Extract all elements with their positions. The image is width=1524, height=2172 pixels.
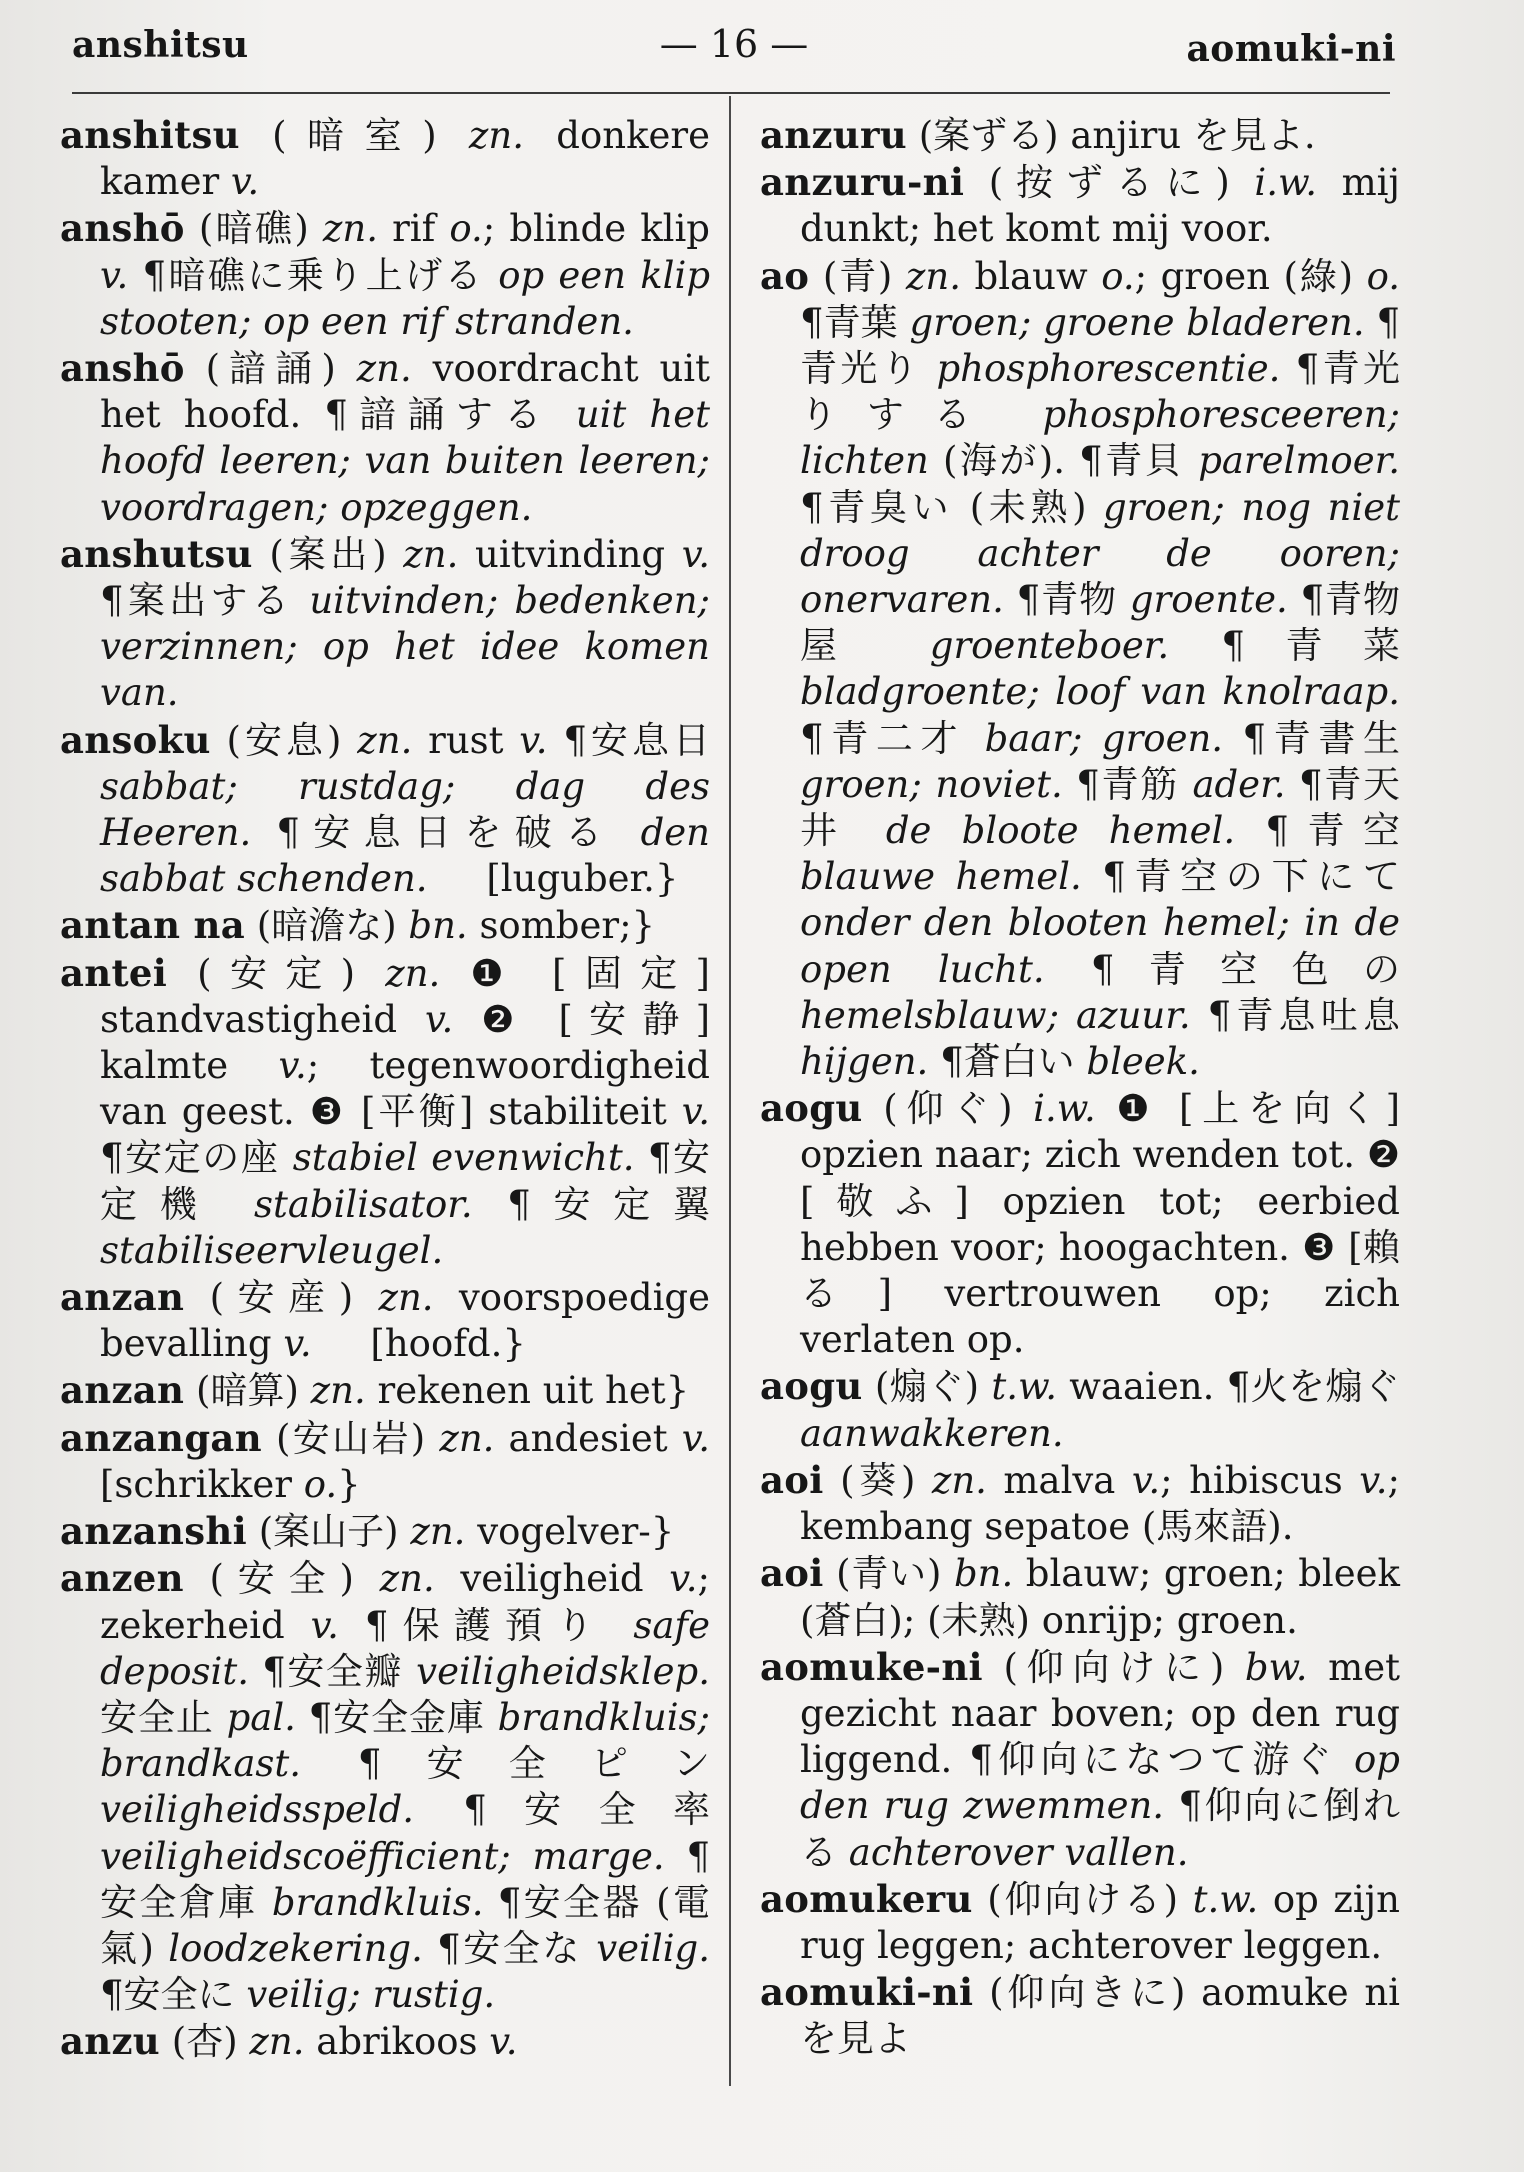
entry-text: (案出) xyxy=(252,532,404,576)
entry-text: (按ずるに) xyxy=(964,161,1255,205)
italic-text: safe deposit. xyxy=(100,1603,710,1693)
italic-text: zn. xyxy=(905,254,961,298)
entry-text: vogelver-} xyxy=(465,1510,675,1554)
entry-text: (暗礁) xyxy=(184,207,323,251)
dictionary-entry xyxy=(60,531,722,717)
headword: anzangan xyxy=(60,1415,262,1460)
entry-text: [schrikker xyxy=(100,1416,769,1506)
dictionary-entry xyxy=(60,1415,769,1508)
dictionary-entry xyxy=(60,205,722,345)
dictionary-entry xyxy=(60,1508,710,1555)
entry-text: ¶蒼白い xyxy=(928,1040,1087,1084)
entry-text: ❶ [固定] standvastigheid xyxy=(100,951,722,1041)
dictionary-entry xyxy=(760,112,1400,159)
dictionary-entry xyxy=(760,1644,1412,1876)
entry-text: veiligheid xyxy=(434,1557,670,1601)
entry-text: voordracht uit het hoofd. ¶諳誦する xyxy=(100,347,722,437)
italic-text: op den rug zwemmen. xyxy=(800,1738,1400,1828)
italic-text: v. xyxy=(1359,1458,1388,1502)
entry-text: ¶青光りする xyxy=(800,347,1400,437)
entry-text: ¶安息日 xyxy=(547,718,722,762)
dictionary-entry xyxy=(60,717,722,903)
entry-text: ¶暗礁に乗り上げる xyxy=(128,253,499,297)
dictionary-entry xyxy=(60,345,722,531)
italic-text: v. xyxy=(489,2020,518,2064)
headword: aomuke-ni xyxy=(760,1644,983,1689)
entry-text: op zijn rug leggen; achterover leggen. xyxy=(800,1877,1412,1967)
entry-text: ¶青菜 xyxy=(1169,624,1412,668)
italic-text: sabbat; rustdag; dag des Heeren. xyxy=(100,764,710,855)
italic-text: t.w. xyxy=(991,1365,1058,1409)
dictionary-entry xyxy=(760,159,1412,252)
italic-text: hijgen. xyxy=(800,1040,929,1084)
italic-text: i.w. xyxy=(1254,161,1318,205)
entry-text: (安息) xyxy=(210,718,358,762)
italic-text: v. xyxy=(230,160,260,204)
italic-text: stabiel evenwicht. xyxy=(292,1136,635,1180)
italic-text: zn. xyxy=(403,532,459,576)
entry-text: 安全止 xyxy=(100,1649,722,1739)
entry-text: (安産) xyxy=(184,1276,379,1320)
italic-text: o. xyxy=(303,1462,338,1506)
italic-text: stabilisator. xyxy=(254,1182,473,1226)
headword: anshutsu xyxy=(60,531,253,576)
italic-text: pal. xyxy=(226,1695,296,1739)
entry-text: ¶青空の下にて xyxy=(1081,855,1412,899)
italic-text: o. xyxy=(449,207,483,251)
entry-text: (仰ぐ) xyxy=(862,1087,1034,1131)
italic-text: bw. xyxy=(1244,1645,1308,1689)
entry-text: ¶安全倉庫 xyxy=(100,1834,710,1924)
entry-text: (青い) xyxy=(823,1552,954,1596)
italic-text: zn. xyxy=(310,1369,366,1413)
italic-text: o. xyxy=(1366,254,1400,298)
dictionary-entry xyxy=(760,1876,1412,1969)
italic-text: phosphoresceeren; lichten xyxy=(800,393,1400,483)
entry-text: (安山岩) xyxy=(261,1416,440,1460)
entry-text: (暗室) xyxy=(239,114,469,157)
dictionary-entry xyxy=(760,1363,1412,1456)
italic-text: op een klip stooten; op een rif stranden. xyxy=(100,253,710,343)
italic-text: v. xyxy=(424,997,454,1041)
entry-text: ¶安定の座 xyxy=(100,1090,722,1180)
entry-text: ¶青息吐息 xyxy=(1190,993,1412,1037)
italic-text: achterover vallen. xyxy=(848,1830,1189,1874)
italic-text: groen; noviet. xyxy=(800,762,1063,806)
headword: anshitsu xyxy=(60,113,240,157)
dictionary-entry xyxy=(760,1969,1412,2062)
italic-text: bn. xyxy=(408,904,468,948)
entry-text: (暗算) xyxy=(184,1369,311,1413)
dictionary-entry xyxy=(60,1274,722,1367)
entry-text: (青) xyxy=(809,254,906,298)
headword: aogu xyxy=(760,1086,863,1131)
italic-text: zn. xyxy=(357,718,413,762)
page-number: — 16 — xyxy=(659,22,809,66)
italic-text: uitvinden; bedenken; verzinnen; op het idee komen van. xyxy=(100,579,710,715)
entry-text: ¶青葉 xyxy=(800,254,1412,344)
entry-text: ; zekerheid xyxy=(100,1557,722,1647)
entry-text: (海が). ¶青貝 xyxy=(928,439,1199,483)
entry-text: somber;} xyxy=(467,904,656,948)
italic-text: veiligheidsspeld. xyxy=(100,1788,415,1832)
italic-text: zn. xyxy=(322,207,378,251)
italic-text: bladgroente; loof van knolraap. xyxy=(800,670,1400,714)
entry-text: (杏) xyxy=(160,2020,250,2064)
entry-text: ¶安全に xyxy=(100,1926,722,2017)
headword: antei xyxy=(60,950,168,995)
italic-text: v. xyxy=(278,1044,307,1088)
italic-text: de bloote hemel. xyxy=(885,809,1236,853)
italic-text: groen; nog niet droog achter de ooren; onervaren. xyxy=(800,485,1400,622)
entry-text: (案山子) xyxy=(246,1510,411,1554)
entry-text: abrikoos xyxy=(304,2020,490,2064)
italic-text: brandkluis. xyxy=(271,1880,484,1924)
entry-text: } xyxy=(337,1462,361,1506)
entry-text: (諳誦) xyxy=(184,347,357,391)
entry-text: ¶安全器 (電氣) xyxy=(100,1880,710,1970)
entry-text: ❶ [上を向く] opzien naar; zich wenden tot. ❷ [敬ふ] opzien tot; eerbied hebben voor; hoogachten. ❸ [賴る] vertrouwen op; zich verlaten op. xyxy=(800,1087,1412,1362)
entry-text: (仰向ける) xyxy=(972,1877,1193,1921)
italic-text: zn. xyxy=(385,951,441,995)
entry-text: ¶青空 xyxy=(1235,809,1412,853)
entry-text: ; groen (綠) xyxy=(1134,254,1367,298)
page-header xyxy=(72,18,1396,90)
italic-text: loodzekering. xyxy=(168,1926,423,1970)
italic-text: zn. xyxy=(410,1510,466,1554)
headword: anzuru-ni xyxy=(760,160,965,205)
italic-text: zn. xyxy=(378,1276,434,1320)
headword: aomuki-ni xyxy=(760,1970,974,2015)
italic-text: zn. xyxy=(249,2020,305,2064)
dictionary-entry xyxy=(760,253,1412,1086)
dictionary-entry xyxy=(60,2018,710,2065)
entry-text: ¶安息日を破る xyxy=(251,811,641,855)
dictionary-entry xyxy=(760,1550,1412,1643)
headword: anzuru xyxy=(760,113,907,157)
entry-text: (葵) xyxy=(823,1458,932,1502)
entry-text: [hoofd.} xyxy=(311,1322,526,1366)
headword: aoi xyxy=(760,1551,824,1596)
dictionary-entry xyxy=(60,112,722,205)
italic-text: v. xyxy=(100,253,129,297)
entry-text: blauw; groen; bleek (蒼白); (未熟) onrijp; groen. xyxy=(800,1552,1412,1642)
dictionary-entry xyxy=(760,1085,1412,1363)
entry-text: ¶仰向に倒れる xyxy=(800,1784,1400,1874)
entry-text: ¶安全ピン xyxy=(301,1742,722,1786)
italic-text: veilig. xyxy=(596,1926,710,1970)
headword: aogu xyxy=(760,1364,863,1409)
entry-text: (仰向きに) aomuke ni を見よ xyxy=(800,1971,1412,2061)
italic-text: parelmoer. xyxy=(1198,439,1400,483)
entry-text: ; tegenwoordigheid van geest. ❸ [平衡] stabiliteit xyxy=(100,1044,722,1134)
entry-text: (安全) xyxy=(183,1557,380,1601)
entry-text: ¶安定翼 xyxy=(472,1182,722,1226)
entry-text: ❷ [安静] kalmte xyxy=(100,997,722,1088)
entry-text: ; blinde klip xyxy=(482,207,722,251)
italic-text: v. xyxy=(283,1322,312,1366)
entry-text: voorspoedige bevalling xyxy=(100,1276,722,1366)
italic-text: groente. xyxy=(1129,578,1288,622)
italic-text: zn. xyxy=(931,1458,987,1502)
entry-text: mij dunkt; het komt mij voor. xyxy=(800,161,1412,251)
italic-text: zn. xyxy=(356,347,412,391)
italic-text: brandkluis; brandkast. xyxy=(100,1695,710,1786)
left-guide-word: anshitsu xyxy=(72,24,249,66)
entry-text: donkere kamer xyxy=(100,114,722,204)
entry-text: met gezicht naar boven; op den rug liggend. ¶仰向になつて游ぐ xyxy=(800,1645,1412,1782)
headword: anshō xyxy=(60,206,185,251)
italic-text: phosphorescentie. xyxy=(936,347,1281,391)
header-rule xyxy=(72,92,1390,94)
italic-text: bleek. xyxy=(1086,1040,1200,1084)
headword: aomukeru xyxy=(760,1876,973,1921)
left-column xyxy=(60,112,769,2066)
right-column xyxy=(760,112,1412,2063)
italic-text: aanwakkeren. xyxy=(800,1411,1064,1455)
italic-text: blauwe hemel. xyxy=(800,855,1082,899)
headword: anzanshi xyxy=(60,1509,247,1554)
dictionary-entry xyxy=(60,1367,710,1414)
entry-text: ¶青物 xyxy=(1003,578,1130,622)
italic-text: veilig; rustig. xyxy=(246,1973,496,2017)
italic-text: groenteboer. xyxy=(929,624,1170,668)
entry-text: ; hibiscus xyxy=(1160,1458,1360,1502)
entry-text: waaien. ¶火を煽ぐ xyxy=(1057,1365,1412,1409)
entry-text: (案ずる) anjiru を見よ. xyxy=(906,114,1316,157)
headword: anzan xyxy=(60,1368,185,1413)
entry-text: ¶青光り xyxy=(800,300,1401,391)
headword: ansoku xyxy=(60,717,211,762)
dictionary-entry xyxy=(60,1555,722,2018)
entry-text: ¶青臭い (未熟) xyxy=(800,439,1412,529)
entry-text: ¶青書生 xyxy=(1223,716,1412,760)
dictionary-entry xyxy=(760,1457,1412,1550)
entry-text: (仰向けに) xyxy=(982,1645,1245,1689)
italic-text: veiligheidscoëfficient; marge. xyxy=(100,1834,665,1878)
italic-text: onder den blooten hemel; in de open lucht. xyxy=(800,901,1400,991)
entry-text: blauw xyxy=(960,254,1102,298)
entry-text: ¶保護預り xyxy=(338,1603,634,1647)
italic-text: zn. xyxy=(379,1557,435,1601)
italic-text: veiligheidsklep. xyxy=(416,1649,710,1693)
italic-text: v. xyxy=(681,532,710,576)
italic-text: stabiliseervleugel. xyxy=(100,1228,444,1272)
italic-text: v. xyxy=(1131,1458,1161,1502)
entry-text: (煽ぐ) xyxy=(862,1365,992,1409)
entry-text: (暗澹な) xyxy=(245,904,409,948)
headword: antan na xyxy=(60,903,245,948)
italic-text: v. xyxy=(519,718,548,762)
entry-text: (安定) xyxy=(167,951,386,995)
italic-text: bn. xyxy=(953,1552,1014,1596)
italic-text: t.w. xyxy=(1192,1877,1259,1921)
entry-text: ¶安全な xyxy=(422,1926,597,1970)
entry-text: ; kembang sepatoe (馬來語). xyxy=(800,1458,1412,1549)
entry-text: andesiet xyxy=(494,1416,682,1460)
entry-text: ¶青天井 xyxy=(800,762,1400,853)
entry-text: malva xyxy=(986,1458,1132,1502)
italic-text: v. xyxy=(681,1416,710,1460)
dictionary-entry xyxy=(60,950,722,1274)
entry-text: ¶青筋 xyxy=(1062,762,1193,806)
right-guide-word: aomuki-ni xyxy=(1186,28,1396,70)
italic-text: uit het hoofd leeren; van buiten leeren; voordragen; opzeggen. xyxy=(100,393,710,529)
italic-text: den sabbat schenden. xyxy=(100,811,710,901)
entry-text: ¶案出する xyxy=(100,532,722,623)
italic-text: ader. xyxy=(1192,762,1286,806)
entry-text: ¶安全瓣 xyxy=(249,1649,417,1693)
headword: aoi xyxy=(760,1457,824,1502)
headword: ao xyxy=(760,253,810,298)
entry-text: rust xyxy=(412,718,520,762)
entry-text: uitvinding xyxy=(458,532,682,576)
headword: anzen xyxy=(60,1556,184,1601)
dictionary-entry xyxy=(60,902,710,949)
column-divider xyxy=(729,96,731,2086)
italic-text: v. xyxy=(681,1090,710,1134)
italic-text: v. xyxy=(310,1603,339,1647)
italic-text: zn. xyxy=(439,1416,495,1460)
entry-text: rekenen uit het} xyxy=(365,1369,690,1413)
headword: anzu xyxy=(60,2019,160,2064)
headword: anshō xyxy=(60,346,185,391)
italic-text: baar; groen. xyxy=(984,716,1224,760)
entry-text: ¶青空色の xyxy=(1044,947,1412,991)
entry-text: ¶青物屋 xyxy=(800,578,1400,668)
italic-text: v. xyxy=(669,1557,698,1601)
entry-text: ¶安全金庫 xyxy=(295,1695,498,1739)
headword: anzan xyxy=(60,1275,185,1320)
italic-text: zn. xyxy=(468,114,525,157)
italic-text: hemelsblauw; azuur. xyxy=(800,993,1191,1037)
italic-text: groen; groene bladeren. xyxy=(909,300,1365,344)
italic-text: o. xyxy=(1101,254,1135,298)
italic-text: i.w. xyxy=(1033,1087,1096,1131)
entry-text: ¶青二才 xyxy=(800,670,1412,760)
entry-text: rif xyxy=(377,207,450,251)
entry-text: ¶安全率 xyxy=(414,1788,722,1832)
entry-text: ¶安定機 xyxy=(100,1136,710,1226)
entry-text: [luguber.} xyxy=(427,857,679,901)
